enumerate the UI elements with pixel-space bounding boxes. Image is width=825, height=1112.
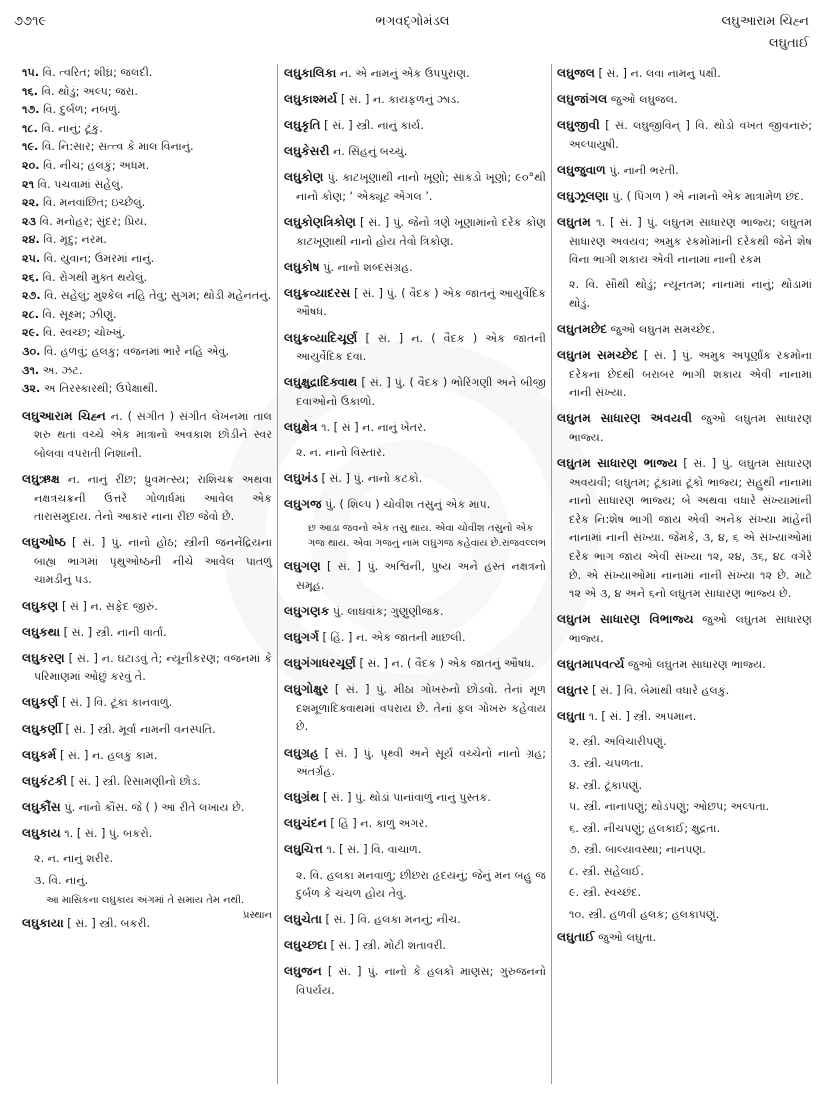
headword: લઘુકૌંસ bbox=[22, 799, 61, 814]
entry bbox=[557, 681, 812, 701]
quote-source: પ્રસ્થાન bbox=[242, 910, 272, 922]
headword: લઘુજન bbox=[284, 964, 322, 979]
headword: લઘુગંગાધરચૂર્ણ bbox=[284, 656, 356, 671]
entry bbox=[557, 409, 812, 447]
headword: લઘુકાશ્મર્ય bbox=[284, 92, 338, 107]
headword: લઘુતાઈ bbox=[557, 929, 595, 944]
headword: લઘુતમ સાધારણ ભાજ્ય bbox=[557, 456, 678, 471]
headword: લઘુઓષ્ઠ bbox=[22, 535, 66, 550]
headword: લઘુગ્રહ bbox=[284, 745, 319, 760]
definition: પું. નાનો શબ્દસંગ્રહ. bbox=[319, 260, 413, 274]
headword: લઘુગણક bbox=[284, 603, 330, 618]
sense-number: ૨૪. bbox=[22, 233, 40, 247]
headword: લઘુકંટકી bbox=[22, 773, 67, 788]
entry bbox=[22, 693, 272, 713]
column-divider-left bbox=[277, 64, 278, 1084]
headword: લઘુજાંગલ bbox=[557, 92, 608, 107]
definition: [ સં. ] સ્ત્રી. નાની વાર્તા. bbox=[60, 625, 167, 639]
headword: લઘુકૃતિ bbox=[284, 118, 321, 133]
definition: [ સં. ] સ્ત્રી. મોટી શતાવરી. bbox=[326, 939, 447, 953]
entry bbox=[557, 213, 812, 270]
entry bbox=[557, 161, 812, 181]
guide-word-first: લઘુઆરામ ચિહ્ન bbox=[721, 14, 809, 29]
sense-number: ૧૯. bbox=[22, 140, 39, 154]
entry bbox=[284, 418, 546, 438]
sense: ૮. સ્ત્રી. સહેલાઈ. bbox=[569, 864, 645, 878]
entry bbox=[284, 329, 546, 367]
sense bbox=[22, 83, 272, 102]
sense-text: વિ. સૂક્ષ્મ; ઝીણું. bbox=[42, 307, 117, 321]
sense bbox=[22, 120, 272, 139]
entry bbox=[284, 64, 546, 84]
entry bbox=[284, 168, 546, 206]
definition: જુઓ લઘુતમ સાધારણ ભાજ્ય. bbox=[624, 658, 766, 672]
definition: [ સં. ] સ્ત્રી. બકરી. bbox=[63, 917, 151, 931]
headword: લઘુતા bbox=[557, 709, 586, 724]
headword: લઘુચેતા bbox=[284, 912, 322, 927]
entries-list bbox=[284, 64, 546, 438]
definition: [ સં. ] પું. મીઠા ગોખરુનો છોડવો. તેનાં મૂળ દશમૂળાદિક્વાથમાં વપરાય છે. તેનાં ફલ ગોખરુ કહેવાય છે. bbox=[296, 683, 546, 734]
column-3 bbox=[557, 64, 812, 954]
sense-text: વિ. નાનું; ટૂંકું. bbox=[41, 121, 103, 135]
definition: [ સં. ] પું. અમુક અપૂર્ણાંક રકમોના દરેકના છેદથી બરાબર ભાગી શકાય એવી નાનામાં નાની સંખ્યા. bbox=[569, 349, 812, 400]
sense-number: ૨૬. bbox=[22, 270, 40, 284]
page-number: ૭૭૧૯ bbox=[14, 14, 47, 29]
entry bbox=[557, 454, 812, 604]
entry bbox=[284, 90, 546, 110]
sense-text: વિ. યુવાન; ઉંમરમાં નાનું. bbox=[43, 251, 155, 265]
definition: [ સં ] ન. સફેદ જીરું. bbox=[58, 599, 158, 613]
sense-number: ૨૯. bbox=[22, 326, 40, 340]
headword: લઘુકોષ bbox=[284, 259, 320, 274]
sense-text: વિ. રોગથી મુક્ત થયેલું. bbox=[42, 270, 148, 284]
entry bbox=[22, 914, 272, 934]
headword: લઘુકથા bbox=[22, 624, 61, 639]
definition: ૧. [ સં. ] વિ. વાચાળ. bbox=[323, 843, 422, 857]
entry bbox=[284, 680, 546, 737]
numbered-senses bbox=[22, 64, 272, 399]
sense: ૫. સ્ત્રી. નાનાપણું; થોડપણું; ઓછપ; અલ્પતા. bbox=[569, 800, 770, 814]
sense-text: વિ. હળવું; હલકું; વજનમાં ભારે નહિ એવું. bbox=[44, 344, 230, 358]
definition: [ સં. ] વિ. ટૂંકા કાનવાળું. bbox=[58, 696, 173, 710]
headword: લઘુક્રવ્યાદરસ bbox=[284, 285, 351, 300]
sense-number: ૩૨. bbox=[22, 382, 41, 396]
headword: લઘુઋક્ષ bbox=[22, 471, 60, 486]
sense bbox=[22, 176, 272, 195]
sense bbox=[22, 362, 272, 381]
entry bbox=[557, 707, 812, 727]
lagutaa-senses bbox=[557, 733, 812, 924]
headword: લઘુગણ bbox=[284, 559, 321, 574]
sense: ૨. ન. નાનું શરીર. bbox=[34, 851, 114, 865]
sense: ૨. સ્ત્રી. અવિચારીપણું. bbox=[569, 735, 667, 749]
sense-text: વિ. સહેલું; મુશ્કેલ નહિ તેવું; સુગમ; થોડી મહેનતનું. bbox=[44, 289, 272, 303]
sense-number: ૨૮. bbox=[22, 307, 39, 321]
entry bbox=[284, 373, 546, 411]
entries-list bbox=[284, 557, 546, 860]
headword: લઘુતમાપવર્ત્ય bbox=[557, 657, 625, 672]
headword: લઘુકર્મ bbox=[22, 747, 57, 762]
definition: પું. ( પિંગળ ) એ નામનો એક માત્રામેળ છંદ. bbox=[608, 189, 804, 203]
definition: ન. ( સંગીત ) સંગીત લેખનમાં તાલ શરુ થતાં વચ્ચે એક માત્રાનો અવકાશ છોડીને સ્વર બોલવા વપરાતી નિશાની. bbox=[34, 409, 273, 460]
entry bbox=[284, 213, 546, 251]
sense-number: ૨૫. bbox=[22, 251, 41, 265]
definition: [ સં. ] સ્ત્રી. રિસામણીનો છોડ. bbox=[66, 774, 201, 788]
headword: લઘુચંદન bbox=[284, 816, 327, 831]
entry bbox=[22, 720, 272, 740]
entry bbox=[557, 928, 812, 948]
definition: પું. નાની ભરતી. bbox=[605, 163, 679, 177]
entry bbox=[284, 284, 546, 322]
definition: ન. નાનું રીંછ; ધ્રુવમત્સ્ય; રાશિચક્ર અથવા નક્ષત્રચક્રની ઉત્તરે ગોળાર્ધમાં આવેલ એક તારાસમુદાય. તેનો આકાર નાના રીંછ જેવો છે. bbox=[34, 472, 272, 524]
entry bbox=[284, 962, 546, 1000]
definition: જુઓ લઘુતમ સાધારણ ભાજ્ય. bbox=[569, 412, 812, 444]
sense: ૨. ન. નાનો વિસ્તાર. bbox=[296, 446, 386, 459]
definition: [ સં. ] પું. નાનો કટકો. bbox=[317, 472, 423, 486]
sense: ૧૦. સ્ત્રી. હળવી હલક; હલકાપણું. bbox=[569, 908, 720, 922]
definition: ન. એ નામનું એક ઉપપુરાણ. bbox=[336, 67, 470, 80]
sense bbox=[22, 194, 272, 213]
sense: ૯. સ્ત્રી. સ્વચ્છંદ. bbox=[569, 886, 642, 900]
definition: ૧. [ સં. ] સ્ત્રી. અપમાન. bbox=[585, 710, 697, 724]
definition: [ સં. ] પું. લઘુતમ સાધારણ અવયવી; લઘુતમ; ટૂંકામાં ટૂંકો ભાજ્ય; સહુથી નાનામાં નાનો સાધારણ ભાજ્ય; બે અથવા વધારે સંખ્યામાંની દરેક નિ:શેષ ભાગી જાય એવી અનેક સંખ્યા માંહેની નાનામાં નાની સંખ્યા. જેમકે, ૩, ૪, ૬ એ સંખ્યાઓમાં દરેક ભાગ જાય એવી સંખ્યા ૧૨, ૨૪, ૩૬, ૪૮ વગેરે છે. એ સંખ્યાઓમાં નાનામાં નાની સંખ્યા ૧૨ છે. માટે ૧૨ એ ૩, ૪ અને ૬નો લઘુતમ સાધારણ ભાજ્ય છે. bbox=[569, 457, 812, 601]
definition: [ સં. ] વિ. બેમાંથી વધારે હલકું. bbox=[588, 684, 730, 698]
definition: ૧. [ સં. ] પું. બકરો. bbox=[60, 826, 153, 840]
entry bbox=[284, 788, 546, 808]
entries-list bbox=[284, 910, 546, 1000]
sense-text: વિ. મનોહર; સુંદર; પ્રિય. bbox=[39, 214, 148, 228]
sense-text: વિ. નિ:સાર; સત્ત્વ કે માલ વિનાનું. bbox=[41, 140, 194, 154]
sense-text: વિ. થોડું; અલ્પ; જરા. bbox=[41, 84, 138, 98]
sense bbox=[22, 380, 272, 399]
sense-number: ૩૦. bbox=[22, 344, 41, 358]
sense bbox=[22, 157, 272, 176]
sense bbox=[22, 101, 272, 120]
headword: લઘુતર bbox=[557, 683, 589, 698]
definition: ૧. [ સં. ] પું. લઘુતમ સાધારણ ભાજ્ય; લઘુતમ સાધારણ અવયવ; અમુક રકમોમાંની દરેકથી જેને શેષ વિના ભાગી શકાય એવી નાનામાં નાની રકમ bbox=[569, 216, 812, 267]
sense-text: વિ. મનવાંછિત; ઇચ્છેલું. bbox=[42, 196, 146, 210]
headword: લઘુકાયા bbox=[22, 916, 64, 931]
headword: લઘુગોક્ષુર bbox=[284, 682, 329, 697]
headword: લઘુકરણ bbox=[22, 650, 65, 665]
headword: લઘુતમછેદ bbox=[557, 322, 608, 337]
definition: પું. ( શિલ્પ ) ચોવીશ તસુનું એક માપ. bbox=[321, 498, 491, 512]
sense: ૭. સ્ત્રી. બાલ્યાવસ્થા; નાનપણ. bbox=[569, 843, 706, 857]
entry bbox=[557, 116, 812, 154]
definition: પું. લાઘવાંક; ગુણુણીજક. bbox=[329, 604, 444, 618]
headword: લઘુકાય bbox=[22, 825, 61, 840]
sense: ૩. વિ. નાનું. bbox=[34, 873, 89, 887]
definition: [ સં. ] પું. નાનો કે હલકો માણસ; ગુરુજનનો વિપર્યય. bbox=[296, 965, 546, 997]
entry bbox=[22, 597, 272, 617]
column-1 bbox=[22, 64, 272, 940]
sense bbox=[22, 343, 272, 362]
definition: [ સં. ] પું. નાનો હોઠ; સ્ત્રીની જનનેંદ્રિયના બાહ્ય ભાગમાં પૃથુઓષ્ઠની નીચે આવેલ પાતળું ચામડીનું પડ. bbox=[34, 536, 272, 587]
definition: [ સં. ] પું. થોડાં પાનાંવાળું નાનું પુસ્તક. bbox=[319, 791, 491, 805]
headword: લઘુક્ષુદ્રાદિક્વાથ bbox=[284, 375, 358, 390]
headword: લઘુગર્ગ bbox=[284, 630, 319, 645]
headword: લઘુકણ bbox=[22, 598, 59, 613]
entry bbox=[557, 320, 812, 340]
sense-text: વિ. દુર્બળ; નબળું. bbox=[43, 103, 121, 117]
entry bbox=[284, 602, 546, 622]
headword: લઘુક્ષેત્ર bbox=[284, 419, 318, 434]
sense bbox=[22, 64, 272, 83]
headword: લઘુકેસરી bbox=[284, 144, 330, 159]
entry bbox=[284, 910, 546, 930]
definition: [ સં. ] પું. જેનો ત્રણે ખૂણામાંનો દરેક કોણ કાટખૂણાથી નાનો હોય તેવો ત્રિકોણ. bbox=[296, 216, 546, 248]
entry bbox=[557, 610, 812, 648]
definition: [ સં. ] ન. ઘટાડવું તે; ન્યૂનીકરણ; વજનમાં કે પરિમાણમાં ઓછું કરવું તે. bbox=[34, 651, 272, 684]
sense bbox=[22, 250, 272, 269]
definition: ૧. [ સં ] ન. નાનું ખેતર. bbox=[317, 420, 427, 434]
sense-text: વિ. મૃદુ; નરમ. bbox=[43, 233, 107, 247]
sense bbox=[22, 287, 272, 306]
sense bbox=[22, 269, 272, 288]
definition: [ સં. ] ન. ( વૈદક ) એક જાતની આયુર્વેદિક દવા. bbox=[296, 331, 546, 364]
definition: [ સં. ] ન. કાયફળનું ઝાડ. bbox=[337, 93, 460, 107]
definition: પું. નાનો કૌંસ. જે ( ) આ રીતે લખાય છે. bbox=[60, 800, 245, 814]
definition: [ સં. ] ન. લવા નામનું પક્ષી. bbox=[594, 67, 721, 80]
entry bbox=[22, 746, 272, 766]
definition: જુઓ લઘુજલ. bbox=[607, 93, 678, 107]
entry bbox=[557, 655, 812, 675]
definition: [ સં. ] પું. ( વૈદક ) ભોરિંગણી અને બીજી દવાઓનો ઉકાળો. bbox=[296, 376, 546, 408]
sense: ૪. સ્ત્રી. ટૂંકાપણું. bbox=[569, 778, 643, 792]
sense-number: ૧૭. bbox=[22, 103, 40, 117]
entry bbox=[284, 744, 546, 782]
definition: [ હિં. ] ન. એક જાતની માછલી. bbox=[318, 631, 466, 645]
entry bbox=[557, 187, 812, 207]
quote-text: છ આડા જવનો એક તસુ થાય. એવા ચોવીશ તસુનો એક ગજ થાય. એવા ગજનું નામ લઘુગજ કહેવાય છે. bbox=[308, 523, 534, 550]
entry bbox=[284, 495, 546, 515]
headword: લઘુકોણત્રિકોણ bbox=[284, 215, 356, 230]
sense-number: ૩૧. bbox=[22, 363, 40, 377]
sense-number: ૨૦. bbox=[22, 158, 40, 172]
headword: લઘુચિત્ત bbox=[284, 842, 323, 857]
entry bbox=[284, 628, 546, 648]
sense: ૨. વિ. સૌથી થોડું; ન્યૂનતમ; નાનામાં નાનું; થોડામાં થોડું. bbox=[569, 278, 812, 310]
entry bbox=[22, 533, 272, 590]
headword: લઘુઝૂલણા bbox=[557, 188, 609, 203]
headword: લઘુકર્ણી bbox=[22, 721, 62, 736]
headword: લઘુકાલિકા bbox=[284, 66, 337, 80]
headword: લઘુજીવી bbox=[557, 118, 600, 133]
headword: લઘુતમ સાધારણ વિભાજ્ય bbox=[557, 612, 694, 627]
entry bbox=[284, 142, 546, 162]
sense-number: ૧૮. bbox=[22, 121, 38, 135]
sense-number: ૧૫. bbox=[22, 66, 40, 79]
entry bbox=[22, 623, 272, 643]
entry bbox=[22, 649, 272, 687]
definition: [ સં. ] ન. ( વૈદક ) એક જાતનું ઔષધ. bbox=[355, 657, 535, 671]
book-title: ભગવદ્ગોમંડલ bbox=[375, 14, 450, 29]
sense-text: અ. ઝટ. bbox=[42, 363, 83, 377]
entry bbox=[557, 90, 812, 110]
sense bbox=[22, 231, 272, 250]
definition: ન. સિંહનું બચ્ચું. bbox=[329, 145, 408, 159]
entries-list bbox=[557, 64, 812, 270]
headword: લઘુક્રવ્યાદિચૂર્ણ bbox=[284, 330, 358, 345]
sense bbox=[22, 138, 272, 157]
column-2 bbox=[284, 64, 546, 1007]
sense bbox=[22, 324, 272, 343]
entry bbox=[557, 346, 812, 403]
definition: [ સં. ] સ્ત્રી. નાનું કાર્ય. bbox=[320, 119, 424, 133]
headword: લઘુતમ bbox=[557, 215, 591, 230]
headword: લઘુખંડ bbox=[284, 471, 318, 486]
sense: ૩. સ્ત્રી. ચપળતા. bbox=[569, 756, 644, 770]
sense bbox=[22, 306, 272, 325]
entries-list bbox=[284, 469, 546, 515]
headword: લઘુચ્છદા bbox=[284, 938, 327, 953]
guide-word-last: લઘુતાઈ bbox=[768, 36, 809, 51]
entry bbox=[22, 824, 272, 844]
headword: લઘુકોણ bbox=[284, 170, 324, 185]
definition: જુઓ લઘુતા. bbox=[594, 930, 657, 944]
headword: લઘુતમ સમચ્છેદ bbox=[557, 348, 639, 363]
definition: [ સં. ] ન. હલકું કામ. bbox=[56, 748, 158, 762]
entry bbox=[22, 407, 272, 464]
sense: ૨. વિ. હલકા મનવાળું; છીછરા હૃદયનું; જેનું મન બહુ જ દુર્બળ કે ચંચળ હોય તેવું. bbox=[296, 868, 546, 901]
sense-text: વિ. પચવામાં સહેલું. bbox=[37, 177, 124, 191]
headword: લઘુજુવાળ bbox=[557, 162, 606, 177]
definition: [ સં. ] પું. પૃથ્વી અને સૂર્ય વચ્ચેનો નાનો ગ્રહ; અંતર્ગ્રહ. bbox=[296, 746, 546, 779]
headword: લઘુકર્ણ bbox=[22, 695, 59, 710]
sense-number: ૨૩ bbox=[22, 214, 37, 228]
entry bbox=[22, 470, 272, 527]
entry bbox=[22, 798, 272, 818]
headword: લઘુતમ સાધારણ અવયવી bbox=[557, 411, 693, 426]
entry bbox=[284, 258, 546, 278]
entry bbox=[557, 64, 812, 84]
headword: લઘુજલ bbox=[557, 66, 595, 80]
sense-text: વિ. સ્વચ્છ; ચોખ્ખું. bbox=[43, 326, 126, 340]
entry bbox=[284, 116, 546, 136]
definition: [ સં. ] પું. અશ્વિની, પુષ્ય અને હસ્ત નક્ષત્રનો સમૂહ. bbox=[296, 560, 546, 592]
entry bbox=[284, 936, 546, 956]
entries-list bbox=[22, 407, 272, 844]
entries-list bbox=[557, 320, 812, 727]
entry bbox=[284, 654, 546, 674]
definition: [ હિં ] ન. કાળું અગર. bbox=[326, 817, 428, 831]
citation-quote bbox=[284, 521, 546, 551]
entry bbox=[284, 469, 546, 489]
entry bbox=[284, 814, 546, 834]
entry bbox=[284, 840, 546, 860]
citation-quote bbox=[22, 893, 272, 922]
sense-number: ૨૧ bbox=[22, 177, 35, 191]
sense: ૬. સ્ત્રી. નીચપણું; હલકાઈ; ક્ષુદ્રતા. bbox=[569, 821, 720, 835]
definition: [ સં. ] વિ. હલકા મનનું; નીચ. bbox=[322, 913, 461, 927]
sense-number: ૨૭. bbox=[22, 289, 41, 303]
definition: જુઓ લઘુતમ સાધારણ ભાજ્ય. bbox=[569, 613, 812, 645]
sense-number: ૧૬. bbox=[22, 84, 38, 98]
lagukaay-senses bbox=[22, 850, 272, 890]
definition: પું. કાટખૂણાથી નાનો ખૂણો; સાંકડો ખૂણો; ૯૦°થી નાનો કોણ; ‘ એક્યૂટ એંગલ ’. bbox=[296, 171, 546, 203]
definition: [ સં. લઘુજીવિન્ ] વિ. થોડો વખત જીવનારું; અલ્પાયુષી. bbox=[569, 119, 812, 151]
headword: લઘુગ્રંથ bbox=[284, 790, 320, 805]
definition: [ સં. ] પું. ( વૈદક ) એક જાતનું આયુર્વેદિક ઔષધ. bbox=[296, 286, 546, 319]
definition: [ સં. ] સ્ત્રી. મૂર્વા નામની વનસ્પતિ. bbox=[61, 722, 216, 736]
sense bbox=[22, 213, 272, 232]
sense-text: વિ. ત્વરિત; શીઘ્ર; જલદી. bbox=[42, 66, 153, 79]
entry bbox=[22, 772, 272, 792]
quote-text: આ માસિકના લઘુકાય અંગમાં તે સમાય તેમ નથી. bbox=[46, 895, 245, 907]
entry bbox=[284, 557, 546, 595]
headword: લઘુગજ bbox=[284, 497, 322, 512]
sense-text: વિ. નીચ; હલકું; અધમ. bbox=[43, 158, 150, 172]
headword: લઘુઆરામ ચિહ્ન bbox=[22, 408, 106, 423]
sense-number: ૨૨. bbox=[22, 196, 40, 210]
definition: જુઓ લઘુતમ સમચ્છેદ. bbox=[607, 323, 716, 337]
column-divider-right bbox=[551, 64, 552, 1084]
quote-source: રાજવલ્લભ bbox=[501, 538, 546, 550]
sense-text: અ તિરસ્કારથી; ઉપેક્ષાથી. bbox=[43, 382, 158, 396]
